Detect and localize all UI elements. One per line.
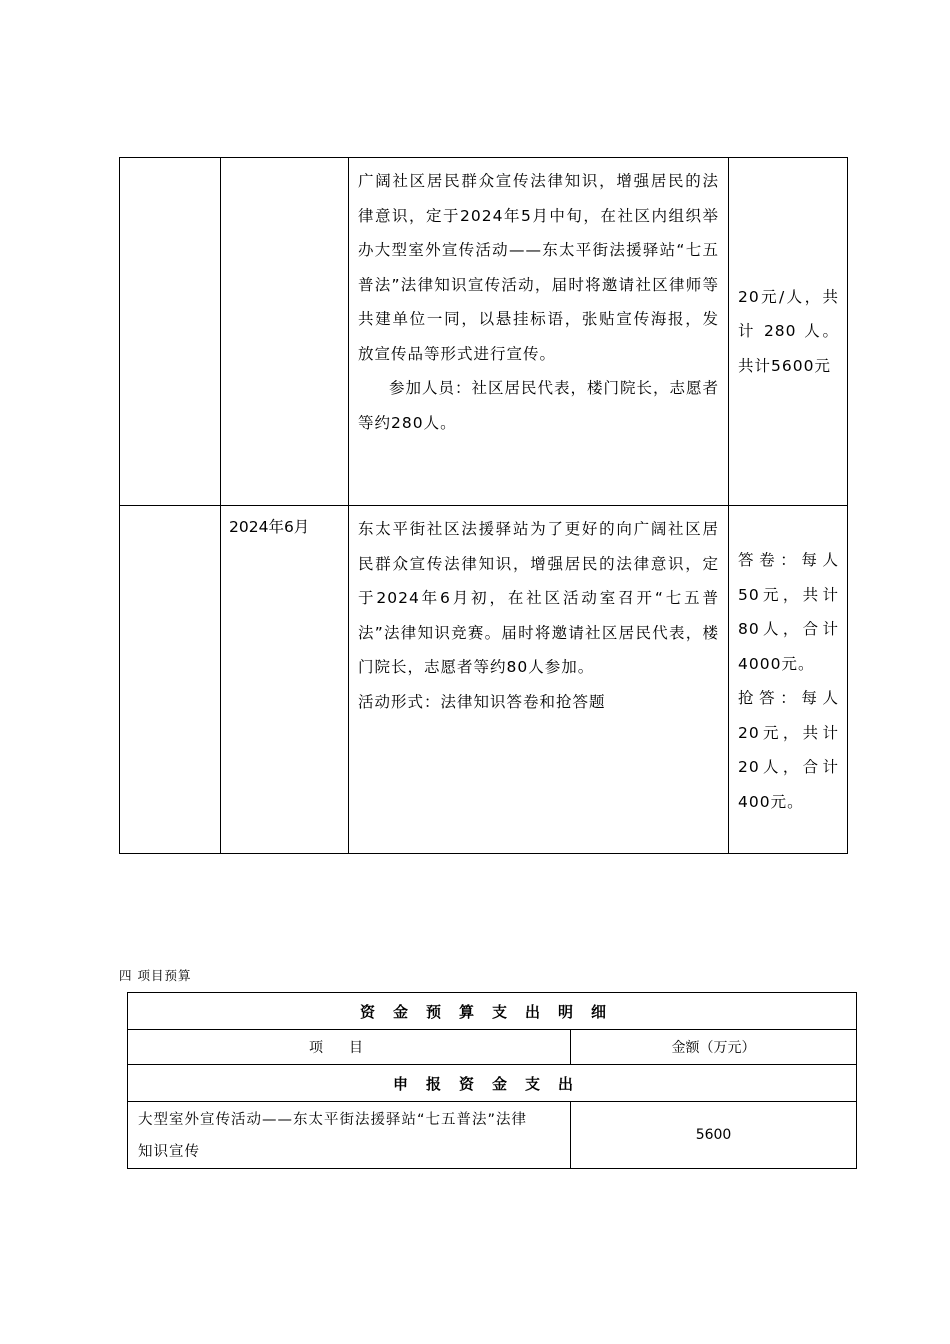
table-row — [128, 1102, 857, 1169]
plan-empty-cell — [120, 158, 221, 506]
column-header-item: 项目 — [128, 1030, 571, 1065]
plan-format-paragraph: 活动形式：法律知识答卷和抢答题 — [358, 692, 606, 711]
plan-date-cell: 2024年6月 — [221, 506, 349, 854]
section-title: 四 项目预算 — [119, 968, 192, 983]
budget-subheader: 申报资金支出 — [128, 1065, 857, 1102]
plan-cost-text: 20元/人，共计 280 人。共计5600元 — [738, 287, 839, 375]
budget-amount-cell: 5600 — [571, 1102, 857, 1169]
plan-description-cell — [349, 158, 729, 506]
plan-empty-cell — [120, 506, 221, 854]
plan-cost-rapid: 抢答：每人20元，共计20人，合计400元。 — [738, 689, 839, 811]
plan-cost-cell — [729, 506, 848, 854]
plan-cost-cell — [729, 158, 848, 506]
activity-plan-table — [119, 157, 848, 854]
budget-title: 资金预算支出明细 — [128, 993, 857, 1030]
plan-description-paragraph: 东太平街社区法援驿站为了更好的向广阔社区居民群众宣传法律知识，增强居民的法律意识，定于2024年6月初，在社区活动室召开“七五普法”法律知识竞赛。届时将邀请社区居民代表，楼门院长，志愿者等约80人参加。 — [358, 520, 719, 676]
plan-participants-paragraph: 参加人员：社区居民代表，楼门院长，志愿者等约280人。 — [358, 379, 720, 432]
plan-description-paragraph: 广阔社区居民群众宣传法律知识，增强居民的法律意识，定于2024年5月中旬，在社区内组织举办大型室外宣传活动——东太平街法援驿站“七五普法”法律知识宣传活动，届时将邀请社区律师等共建单位一同，以悬挂标语，张贴宣传海报，发放宣传品等形式进行宣传。 — [358, 172, 719, 363]
plan-description-cell — [349, 506, 729, 854]
budget-item-cell — [128, 1102, 571, 1169]
plan-date-cell — [221, 158, 349, 506]
plan-row-june — [120, 506, 848, 854]
plan-cost-quiz: 答卷：每人50元，共计80人，合计4000元。 — [738, 551, 839, 673]
budget-item-text: 大型室外宣传活动——东太平街法援驿站“七五普法”法律知识宣传 — [138, 1111, 528, 1160]
plan-row-may — [120, 158, 848, 506]
budget-table — [127, 992, 857, 1169]
column-header-amount: 金额（万元） — [571, 1030, 857, 1065]
